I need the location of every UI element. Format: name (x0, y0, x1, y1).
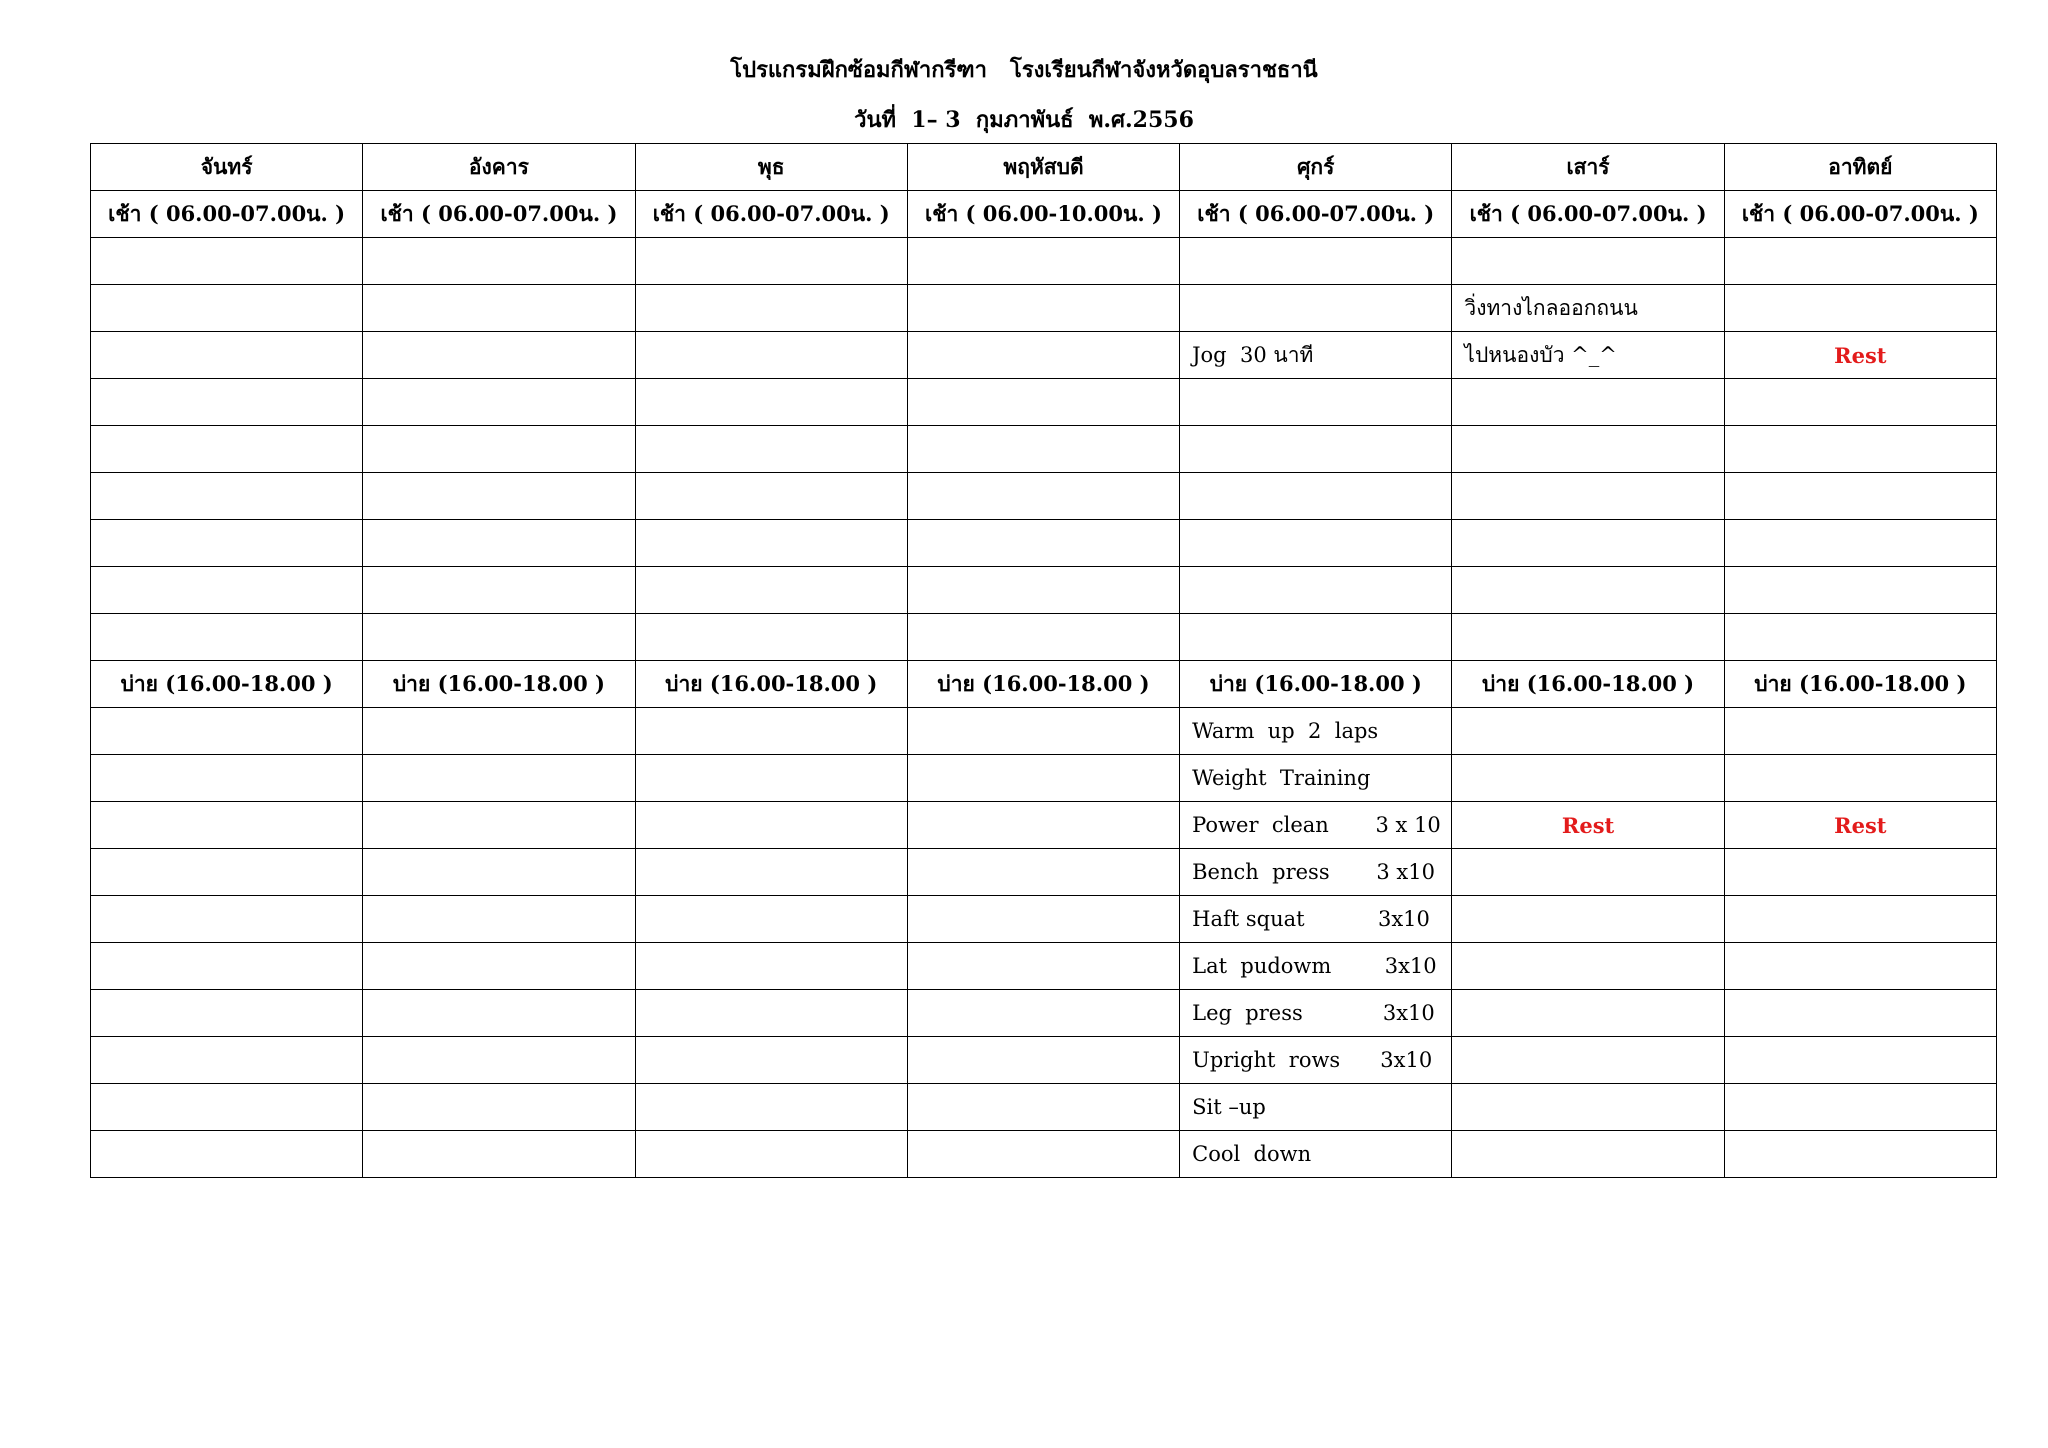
schedule-cell (907, 1084, 1179, 1131)
rest-label: Rest (1452, 802, 1724, 849)
schedule-cell (1180, 238, 1452, 285)
schedule-cell (907, 614, 1179, 661)
day-header-row (91, 144, 1997, 191)
schedule-cell (91, 755, 363, 802)
activity-cell: วิ่งทางไกลออกถนน (1452, 285, 1724, 332)
morning-period-label: เช้า ( 06.00-07.00น. ) (1724, 191, 1996, 238)
training-schedule-table (90, 143, 1997, 1178)
schedule-cell (907, 285, 1179, 332)
morning-activity-row (91, 379, 1997, 426)
day-header: เสาร์ (1452, 144, 1724, 191)
morning-period-row (91, 191, 1997, 238)
schedule-cell (363, 614, 635, 661)
schedule-cell (907, 755, 1179, 802)
afternoon-period-label: บ่าย (16.00-18.00 ) (1724, 661, 1996, 708)
schedule-cell (363, 943, 635, 990)
schedule-cell (363, 896, 635, 943)
afternoon-activity-row (91, 1037, 1997, 1084)
schedule-cell (1452, 520, 1724, 567)
schedule-cell (91, 614, 363, 661)
morning-activity-row (91, 238, 1997, 285)
schedule-cell (635, 1131, 907, 1178)
schedule-cell (1724, 238, 1996, 285)
morning-activity-row (91, 285, 1997, 332)
afternoon-period-label: บ่าย (16.00-18.00 ) (1180, 661, 1452, 708)
schedule-cell (363, 238, 635, 285)
schedule-cell (91, 896, 363, 943)
schedule-cell (91, 285, 363, 332)
rest-label: Rest (1724, 332, 1996, 379)
activity-cell: Lat pudowm 3x10 (1180, 943, 1452, 990)
afternoon-activity-row (91, 1131, 1997, 1178)
schedule-cell (635, 332, 907, 379)
schedule-cell (91, 849, 363, 896)
schedule-cell (907, 1131, 1179, 1178)
schedule-cell (91, 567, 363, 614)
schedule-cell (363, 802, 635, 849)
activity-cell: Weight Training (1180, 755, 1452, 802)
schedule-cell (91, 990, 363, 1037)
morning-period-label: เช้า ( 06.00-07.00น. ) (1180, 191, 1452, 238)
schedule-cell (635, 1037, 907, 1084)
schedule-cell (91, 332, 363, 379)
schedule-cell (1180, 379, 1452, 426)
afternoon-activity-row (91, 708, 1997, 755)
schedule-cell (907, 332, 1179, 379)
schedule-cell (907, 520, 1179, 567)
schedule-cell (363, 1131, 635, 1178)
schedule-cell (1452, 943, 1724, 990)
schedule-cell (907, 379, 1179, 426)
schedule-cell (635, 990, 907, 1037)
schedule-cell (1180, 426, 1452, 473)
afternoon-period-label: บ่าย (16.00-18.00 ) (91, 661, 363, 708)
schedule-cell (907, 849, 1179, 896)
schedule-cell (1452, 708, 1724, 755)
schedule-cell (1452, 755, 1724, 802)
schedule-cell (907, 1037, 1179, 1084)
schedule-cell (635, 426, 907, 473)
schedule-cell (1452, 896, 1724, 943)
schedule-cell (363, 990, 635, 1037)
day-header: จันทร์ (91, 144, 363, 191)
schedule-cell (1724, 849, 1996, 896)
day-header: อังคาร (363, 144, 635, 191)
schedule-cell (91, 473, 363, 520)
day-header: ศุกร์ (1180, 144, 1452, 191)
schedule-cell (1724, 379, 1996, 426)
schedule-cell (363, 332, 635, 379)
afternoon-activity-row (91, 1084, 1997, 1131)
activity-cell: ไปหนองบัว ^_^ (1452, 332, 1724, 379)
schedule-cell (1452, 1131, 1724, 1178)
schedule-cell (635, 1084, 907, 1131)
schedule-cell (363, 567, 635, 614)
schedule-cell (1180, 567, 1452, 614)
morning-activity-row (91, 614, 1997, 661)
afternoon-period-row (91, 661, 1997, 708)
schedule-cell (91, 943, 363, 990)
schedule-cell (1180, 473, 1452, 520)
schedule-cell (635, 943, 907, 990)
date-subtitle: วันที่ 1– 3 กุมภาพันธ์ พ.ศ.2556 (854, 107, 1194, 133)
schedule-cell (907, 567, 1179, 614)
schedule-cell (635, 802, 907, 849)
schedule-cell (907, 802, 1179, 849)
afternoon-period-label: บ่าย (16.00-18.00 ) (635, 661, 907, 708)
activity-cell: Haft squat 3x10 (1180, 896, 1452, 943)
schedule-cell (1724, 426, 1996, 473)
schedule-cell (1724, 1037, 1996, 1084)
schedule-cell (1452, 1037, 1724, 1084)
schedule-cell (635, 379, 907, 426)
schedule-cell (1452, 1084, 1724, 1131)
morning-activity-row (91, 332, 1997, 379)
schedule-cell (91, 426, 363, 473)
afternoon-period-label: บ่าย (16.00-18.00 ) (1452, 661, 1724, 708)
schedule-cell (363, 1084, 635, 1131)
activity-cell: Warm up 2 laps (1180, 708, 1452, 755)
schedule-cell (907, 708, 1179, 755)
schedule-cell (1452, 614, 1724, 661)
schedule-cell (363, 849, 635, 896)
schedule-cell (1724, 708, 1996, 755)
schedule-cell (1724, 1131, 1996, 1178)
activity-cell: Upright rows 3x10 (1180, 1037, 1452, 1084)
schedule-cell (1180, 285, 1452, 332)
schedule-cell (363, 473, 635, 520)
schedule-cell (907, 943, 1179, 990)
schedule-cell (907, 896, 1179, 943)
activity-cell: Bench press 3 x10 (1180, 849, 1452, 896)
morning-period-label: เช้า ( 06.00-07.00น. ) (1452, 191, 1724, 238)
morning-activity-row (91, 567, 1997, 614)
schedule-cell (635, 520, 907, 567)
schedule-cell (1724, 990, 1996, 1037)
schedule-cell (363, 708, 635, 755)
afternoon-activity-row (91, 990, 1997, 1037)
schedule-cell (1724, 567, 1996, 614)
morning-activity-row (91, 473, 1997, 520)
afternoon-activity-row (91, 802, 1997, 849)
activity-cell: Jog 30 นาที (1180, 332, 1452, 379)
afternoon-activity-row (91, 755, 1997, 802)
activity-cell: Cool down (1180, 1131, 1452, 1178)
day-header: พฤหัสบดี (907, 144, 1179, 191)
schedule-cell (91, 520, 363, 567)
schedule-cell (1452, 567, 1724, 614)
schedule-cell (91, 238, 363, 285)
schedule-cell (635, 755, 907, 802)
morning-activity-row (91, 426, 1997, 473)
morning-period-label: เช้า ( 06.00-07.00น. ) (635, 191, 907, 238)
schedule-cell (635, 285, 907, 332)
morning-period-label: เช้า ( 06.00-07.00น. ) (91, 191, 363, 238)
schedule-cell (363, 755, 635, 802)
schedule-cell (363, 1037, 635, 1084)
schedule-cell (1724, 943, 1996, 990)
page-title: โปรแกรมฝึกซ้อมกีฬากรีฑา โรงเรียนกีฬาจังหวัดอุบลราชธานี (730, 57, 1318, 83)
schedule-cell (1452, 426, 1724, 473)
schedule-cell (91, 1131, 363, 1178)
activity-cell: Leg press 3x10 (1180, 990, 1452, 1037)
schedule-cell (635, 896, 907, 943)
schedule-cell (1724, 755, 1996, 802)
schedule-cell (1724, 1084, 1996, 1131)
morning-activity-row (91, 520, 1997, 567)
schedule-cell (635, 708, 907, 755)
schedule-cell (363, 285, 635, 332)
schedule-cell (907, 473, 1179, 520)
schedule-cell (1724, 285, 1996, 332)
schedule-cell (1180, 520, 1452, 567)
schedule-cell (1452, 849, 1724, 896)
schedule-cell (91, 379, 363, 426)
activity-cell: Sit –up (1180, 1084, 1452, 1131)
schedule-cell (1724, 614, 1996, 661)
day-header: พุธ (635, 144, 907, 191)
schedule-cell (635, 473, 907, 520)
schedule-cell (1452, 379, 1724, 426)
activity-cell: Power clean 3 x 10 (1180, 802, 1452, 849)
schedule-cell (363, 520, 635, 567)
schedule-cell (907, 990, 1179, 1037)
schedule-cell (907, 238, 1179, 285)
morning-period-label: เช้า ( 06.00-07.00น. ) (363, 191, 635, 238)
rest-label: Rest (1724, 802, 1996, 849)
schedule-cell (1724, 520, 1996, 567)
schedule-cell (363, 426, 635, 473)
schedule-cell (635, 567, 907, 614)
schedule-cell (1452, 238, 1724, 285)
schedule-cell (1180, 614, 1452, 661)
afternoon-activity-row (91, 896, 1997, 943)
schedule-cell (91, 1037, 363, 1084)
day-header: อาทิตย์ (1724, 144, 1996, 191)
schedule-cell (91, 1084, 363, 1131)
schedule-cell (91, 802, 363, 849)
afternoon-activity-row (91, 849, 1997, 896)
schedule-cell (1724, 896, 1996, 943)
schedule-cell (91, 708, 363, 755)
schedule-cell (907, 426, 1179, 473)
afternoon-period-label: บ่าย (16.00-18.00 ) (907, 661, 1179, 708)
afternoon-period-label: บ่าย (16.00-18.00 ) (363, 661, 635, 708)
schedule-cell (1452, 473, 1724, 520)
schedule-cell (363, 379, 635, 426)
schedule-cell (1452, 990, 1724, 1037)
morning-period-label: เช้า ( 06.00-10.00น. ) (907, 191, 1179, 238)
schedule-cell (635, 849, 907, 896)
schedule-cell (635, 614, 907, 661)
schedule-cell (1724, 473, 1996, 520)
afternoon-activity-row (91, 943, 1997, 990)
schedule-cell (635, 238, 907, 285)
